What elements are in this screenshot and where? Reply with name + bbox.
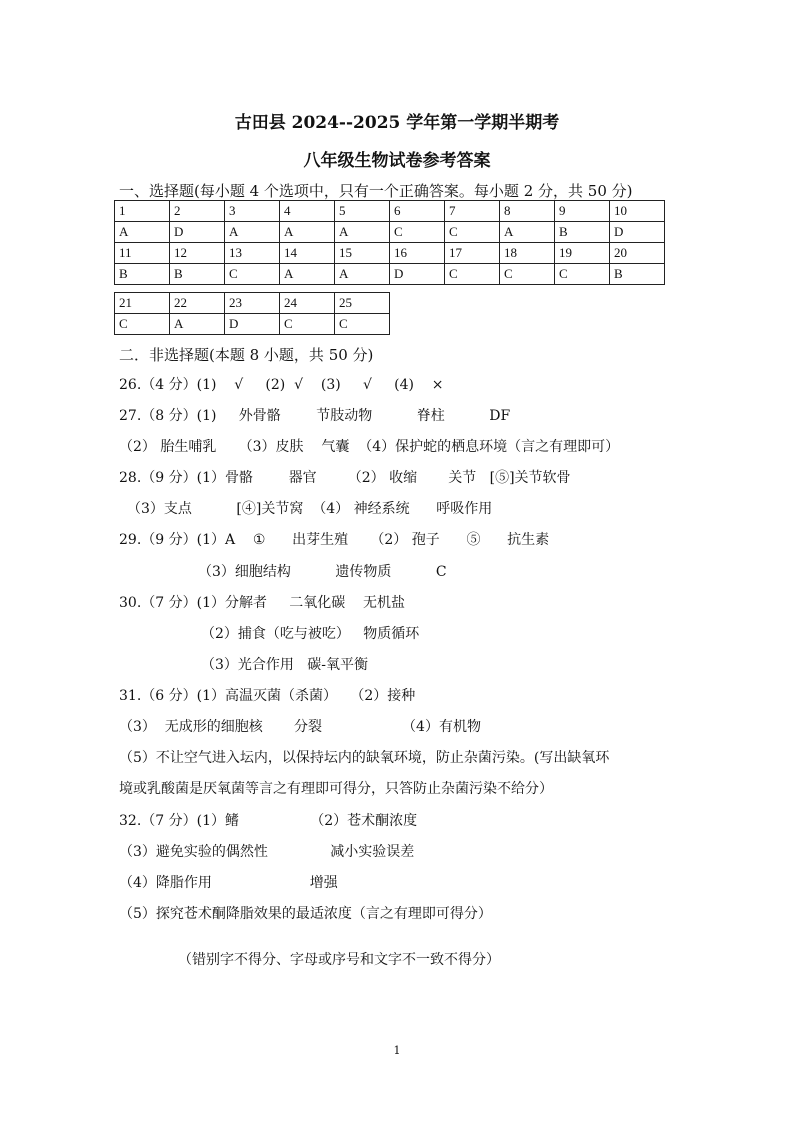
- table-cell: A: [115, 222, 170, 243]
- table-cell: D: [170, 222, 225, 243]
- answer-line-30: 30.（7 分）(1）分解者 二氧化碳 无机盐: [119, 595, 406, 611]
- table-row: [115, 264, 665, 285]
- table-cell: 23: [225, 293, 280, 314]
- table-cell: 15: [335, 243, 390, 264]
- answer-line-32-cont-3: （5）探究苍术酮降脂效果的最适浓度（言之有理即可得分）: [119, 906, 492, 922]
- table-cell: D: [610, 222, 665, 243]
- table-cell: 22: [170, 293, 225, 314]
- table-cell: 20: [610, 243, 665, 264]
- table-cell: 19: [555, 243, 610, 264]
- answer-line-27: 27.（8 分）(1) 外骨骼 节肢动物 脊柱 DF: [119, 408, 511, 424]
- table-cell: 17: [445, 243, 500, 264]
- answer-line-28-cont: （3）支点 [④]关节窝 （4） 神经系统 呼吸作用: [127, 501, 493, 517]
- table-cell: 2: [170, 201, 225, 222]
- table-cell: A: [335, 222, 390, 243]
- table-cell: 6: [390, 201, 445, 222]
- answer-line-32: 32.（7 分）(1）鳍 （2）苍术酮浓度: [119, 813, 418, 829]
- table-cell: C: [445, 222, 500, 243]
- answer-line-31-cont-1: （3） 无成形的细胞核 分裂 （4）有机物: [119, 719, 481, 735]
- grading-note: （错别字不得分、字母或序号和文字不一致不得分）: [178, 952, 500, 968]
- table-cell: 18: [500, 243, 555, 264]
- table-cell: 12: [170, 243, 225, 264]
- table-cell: C: [555, 264, 610, 285]
- answer-line-32-cont-1: （3）避免实验的偶然性 减小实验误差: [119, 844, 415, 860]
- table-cell: C: [225, 264, 280, 285]
- answer-line-31: 31.（6 分）(1）高温灭菌（杀菌） （2）接种: [119, 688, 416, 704]
- table-cell: 21: [115, 293, 170, 314]
- table-cell: C: [500, 264, 555, 285]
- table-cell: 3: [225, 201, 280, 222]
- answer-line-32-cont-2: （4）降脂作用 增强: [119, 875, 338, 891]
- table-cell: 13: [225, 243, 280, 264]
- table-cell: C: [335, 314, 390, 335]
- table-cell: B: [170, 264, 225, 285]
- document-subtitle: 八年级生物试卷参考答案: [303, 151, 491, 171]
- table-row: [115, 243, 665, 264]
- table-cell: 8: [500, 201, 555, 222]
- table-cell: B: [555, 222, 610, 243]
- table-cell: A: [280, 222, 335, 243]
- table-row: [115, 222, 665, 243]
- answer-line-29: 29.（9 分）(1）A ① 出芽生殖 （2） 孢子 ⑤ 抗生素: [119, 532, 550, 548]
- table-cell: A: [335, 264, 390, 285]
- table-cell: 11: [115, 243, 170, 264]
- page-number: 1: [393, 1044, 401, 1057]
- table-cell: 14: [280, 243, 335, 264]
- answer-line-27-cont: （2） 胎生哺乳 （3）皮肤 气囊 （4）保护蛇的栖息环境（言之有理即可）: [119, 439, 620, 455]
- section2-heading: 二．非选择题(本题 8 小题，共 50 分): [119, 346, 374, 364]
- table-cell: D: [390, 264, 445, 285]
- table-cell: 4: [280, 201, 335, 222]
- document-title: 古田县 2024--2025 学年第一学期半期考: [234, 113, 560, 133]
- table-row: [115, 314, 390, 335]
- answer-line-29-cont: （3）细胞结构 遗传物质 C: [198, 564, 447, 580]
- table-cell: 7: [445, 201, 500, 222]
- table-cell: 5: [335, 201, 390, 222]
- table-cell: C: [390, 222, 445, 243]
- table-cell: C: [445, 264, 500, 285]
- table-cell: D: [225, 314, 280, 335]
- table-cell: A: [225, 222, 280, 243]
- table-row: [115, 201, 665, 222]
- table-cell: C: [115, 314, 170, 335]
- choice-answer-table-1-20: [114, 200, 665, 285]
- table-cell: B: [610, 264, 665, 285]
- answer-line-28: 28.（9 分）(1）骨骼 器官 （2） 收缩 关节 [⑤]关节软骨: [119, 470, 571, 486]
- answer-line-30-cont-1: （2）捕食（吃与被吃） 物质循环: [201, 626, 420, 642]
- table-cell: 10: [610, 201, 665, 222]
- table-cell: A: [500, 222, 555, 243]
- choice-answer-table-21-25: [114, 292, 390, 335]
- table-cell: C: [280, 314, 335, 335]
- table-cell: 1: [115, 201, 170, 222]
- answer-line-31-cont-3: 境或乳酸菌是厌氧菌等言之有理即可得分，只答防止杂菌污染不给分）: [119, 781, 553, 797]
- table-cell: A: [170, 314, 225, 335]
- table-cell: 16: [390, 243, 445, 264]
- table-cell: 9: [555, 201, 610, 222]
- section1-heading: 一、选择题(每小题 4 个选项中，只有一个正确答案。每小题 2 分，共 50 分): [119, 182, 633, 200]
- table-cell: B: [115, 264, 170, 285]
- answer-line-26: 26.（4 分）(1) √ (2) √ (3) √ (4) ×: [119, 377, 444, 393]
- table-row: [115, 293, 390, 314]
- answer-line-31-cont-2: （5）不让空气进入坛内，以保持坛内的缺氧环境，防止杂菌污染。(写出缺氧环: [119, 750, 610, 766]
- answer-line-30-cont-2: （3）光合作用 碳-氧平衡: [201, 657, 368, 673]
- table-cell: 25: [335, 293, 390, 314]
- table-cell: A: [280, 264, 335, 285]
- table-cell: 24: [280, 293, 335, 314]
